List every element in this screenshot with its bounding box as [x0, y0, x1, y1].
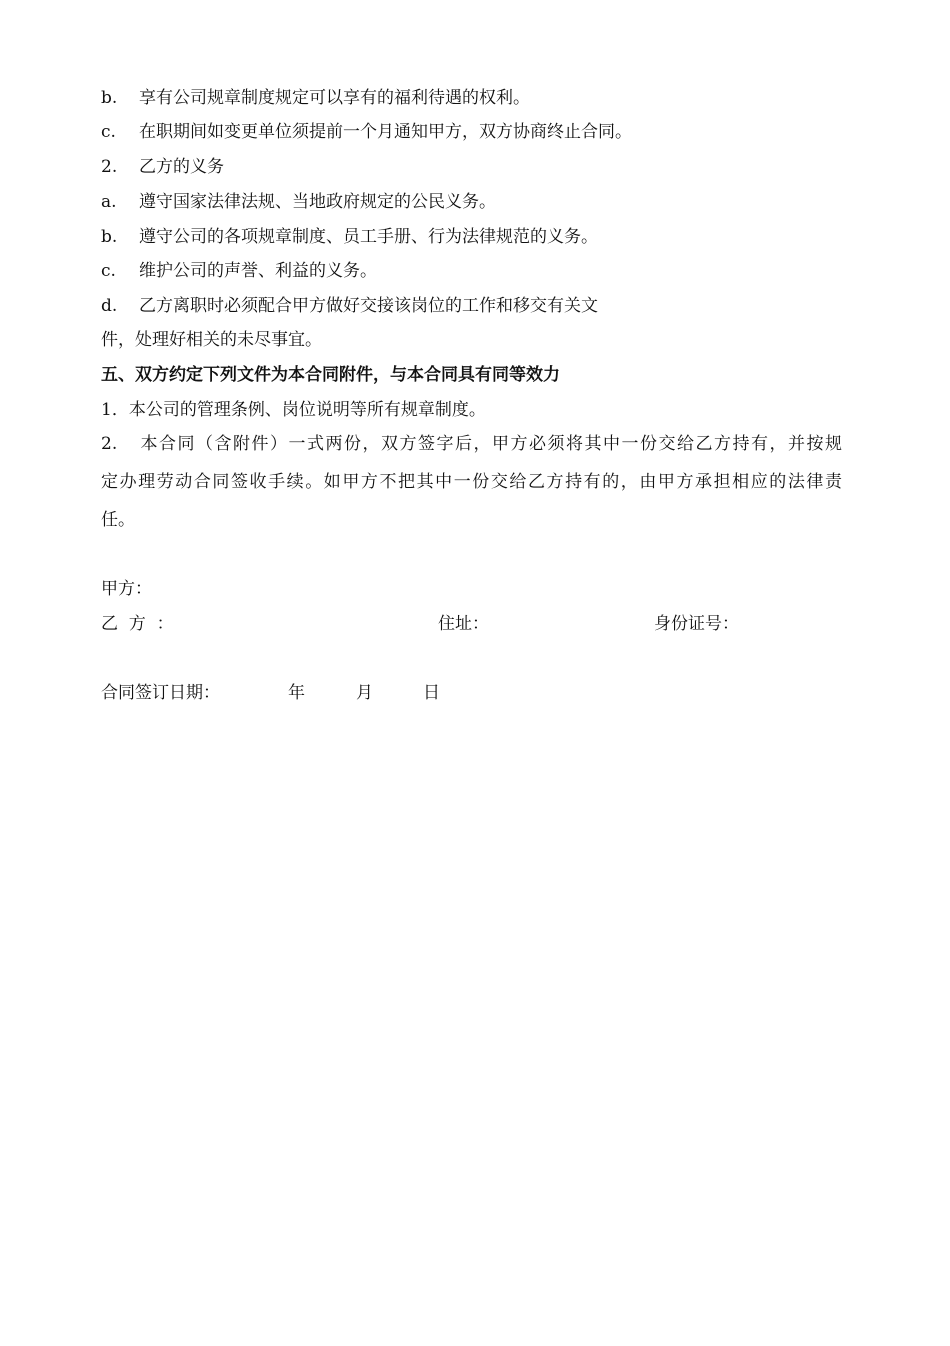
- item-marker: 2.: [101, 157, 118, 177]
- signing-date-day: 日: [423, 683, 440, 703]
- party-b-label: 乙 方 ：: [101, 614, 174, 634]
- duties-item-b: [101, 225, 598, 249]
- section-five-item-2-line-3: 任。: [101, 510, 135, 530]
- item-text: 维护公司的声誉、利益的义务。: [139, 261, 377, 281]
- item-marker: c.: [101, 122, 116, 142]
- duties-item-d-continuation: 件，处理好相关的未尽事宜。: [101, 330, 322, 350]
- section-five-item-1: 1．本公司的管理条例、岗位说明等所有规章制度。: [101, 400, 486, 420]
- item-marker: c.: [101, 261, 116, 281]
- item-marker: a.: [101, 192, 117, 212]
- duties-heading: [101, 155, 224, 179]
- item-text: 遵守国家法律法规、当地政府规定的公民义务。: [139, 192, 496, 212]
- signing-date-year: 年: [288, 683, 305, 703]
- party-a-label: 甲方：: [101, 579, 152, 599]
- item-text: 在职期间如变更单位须提前一个月通知甲方，双方协商终止合同。: [139, 122, 632, 142]
- item-marker: b.: [101, 227, 118, 247]
- signing-date-month: 月: [356, 683, 373, 703]
- item-text: 乙方离职时必须配合甲方做好交接该岗位的工作和移交有关文: [139, 296, 598, 316]
- duties-item-d: [101, 294, 598, 318]
- item-text: 本合同（含附件）一式两份，双方签字后，甲方必须将其中一份交给乙方持有，并按规: [139, 434, 842, 454]
- item-marker: b.: [101, 88, 118, 108]
- section-five-heading: 五、双方约定下列文件为本合同附件，与本合同具有同等效力: [101, 365, 560, 385]
- item-text: 遵守公司的各项规章制度、员工手册、行为法律规范的义务。: [139, 227, 598, 247]
- id-number-label: 身份证号：: [654, 614, 739, 634]
- section-five-item-2-line-2: 定办理劳动合同签收手续。如甲方不把其中一份交给乙方持有的，由甲方承担相应的法律责: [101, 472, 842, 492]
- duties-item-c: [101, 259, 377, 283]
- item-marker: 2.: [101, 434, 118, 454]
- item-text: 乙方的义务: [139, 157, 224, 177]
- signing-date-label: 合同签订日期：: [101, 683, 220, 703]
- address-label: 住址：: [438, 614, 489, 634]
- rights-item-c: [101, 120, 632, 144]
- duties-item-a: [101, 190, 496, 214]
- item-text: 享有公司规章制度规定可以享有的福利待遇的权利。: [139, 88, 530, 108]
- section-five-item-2-line-1: [101, 432, 842, 456]
- item-marker: d.: [101, 296, 118, 316]
- rights-item-b: [101, 86, 530, 110]
